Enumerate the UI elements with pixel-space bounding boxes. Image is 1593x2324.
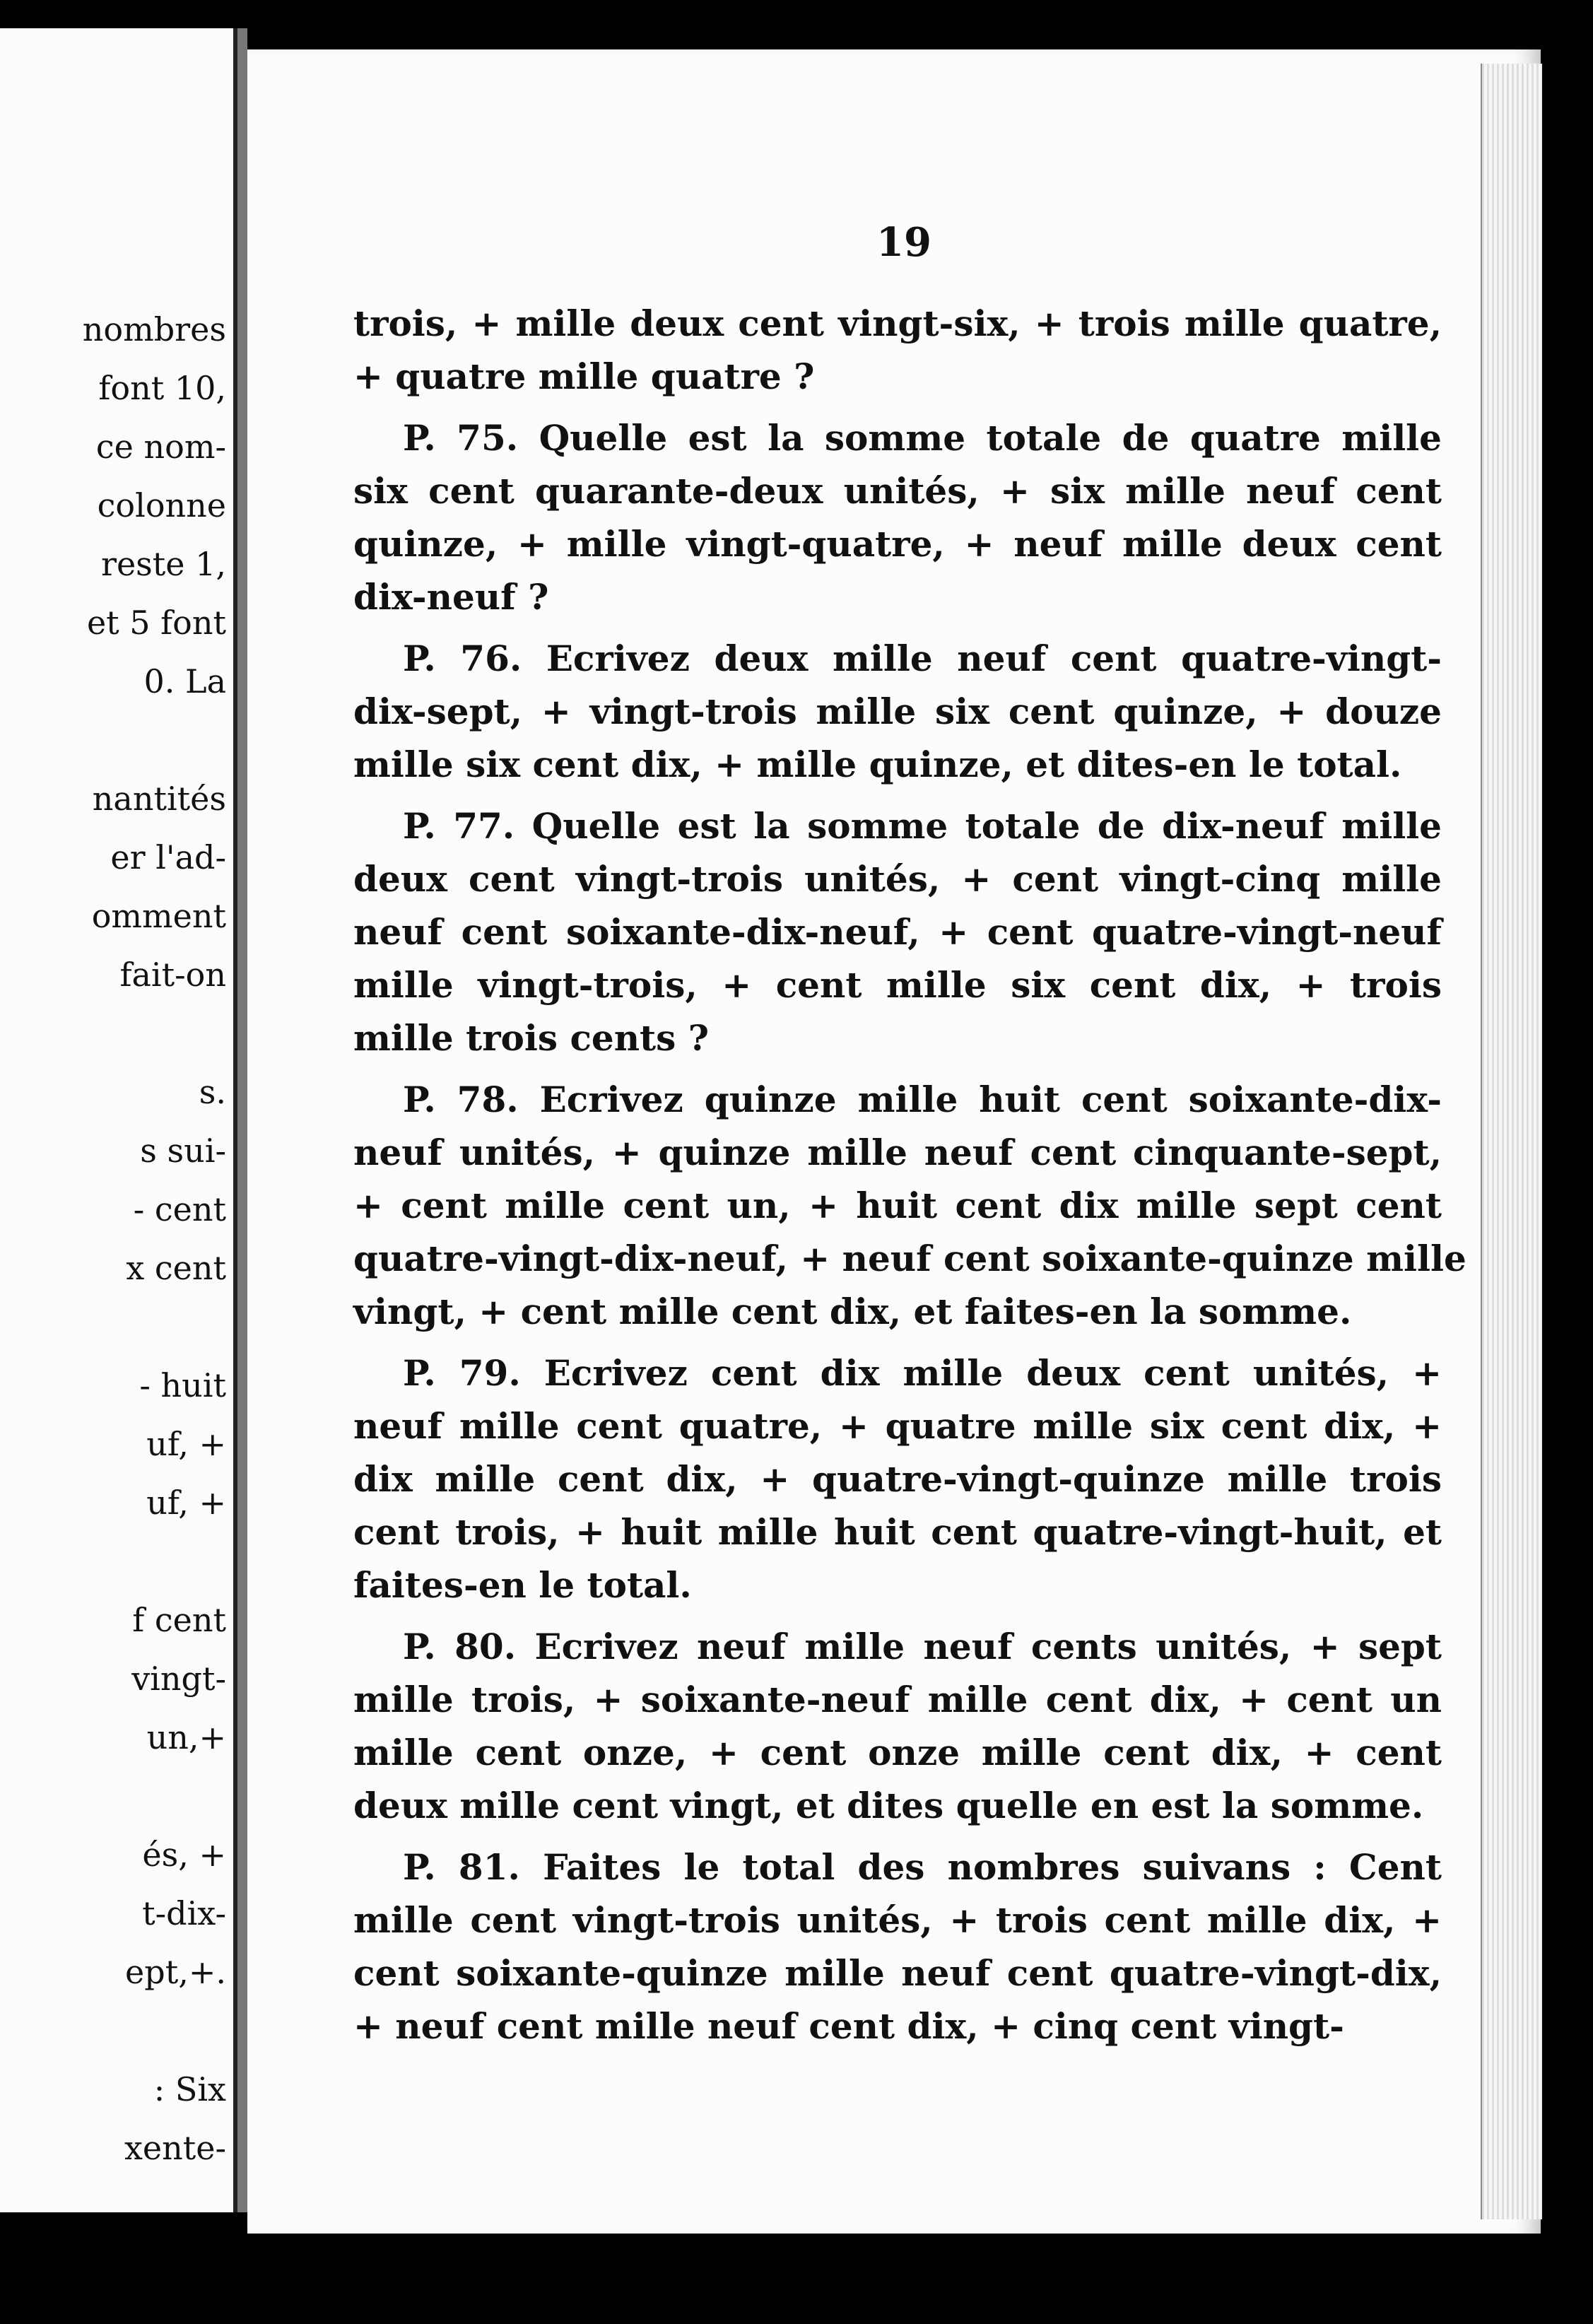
left-page-line: vingt- bbox=[131, 1660, 226, 1698]
text-line: P. 75. Quelle est la somme totale de quatre mille bbox=[403, 417, 1442, 459]
text-line: cent soixante-quinze mille neuf cent quatre-vingt-dix, bbox=[353, 1952, 1442, 1994]
book-gutter bbox=[237, 28, 247, 2212]
left-page-line: reste 1, bbox=[100, 545, 226, 583]
left-page-line: - huit bbox=[139, 1366, 226, 1404]
text-line: vingt, + cent mille cent dix, et faites-en la somme. bbox=[353, 1291, 1352, 1332]
text-line: deux mille cent vingt, et dites quelle en est la somme. bbox=[353, 1785, 1424, 1826]
text-line: quatre-vingt-dix-neuf, + neuf cent soixante-quinze mille bbox=[353, 1238, 1466, 1279]
text-line: faites-en le total. bbox=[353, 1564, 692, 1606]
text-line: mille vingt-trois, + cent mille six cent dix, + trois bbox=[353, 964, 1442, 1006]
text-line: cent trois, + huit mille huit cent quatre-vingt-huit, et bbox=[353, 1511, 1442, 1553]
paragraph bbox=[353, 632, 1442, 791]
left-page-line: et 5 font bbox=[86, 604, 226, 642]
left-page-line: uf, + bbox=[146, 1484, 226, 1522]
text-line: + quatre mille quatre ? bbox=[353, 356, 815, 397]
paragraph bbox=[353, 799, 1442, 1064]
text-line: neuf mille cent quatre, + quatre mille six cent dix, + bbox=[353, 1405, 1442, 1447]
left-page-line: x cent bbox=[126, 1249, 226, 1287]
left-page-line: colonne bbox=[97, 486, 226, 524]
left-page-line: s sui- bbox=[140, 1132, 226, 1170]
text-line: quinze, + mille vingt-quatre, + neuf mille deux cent bbox=[353, 523, 1442, 565]
page-edges bbox=[1481, 64, 1542, 2219]
left-page-line: f cent bbox=[132, 1601, 226, 1639]
text-line: + neuf cent mille neuf cent dix, + cinq cent vingt- bbox=[353, 2005, 1344, 2047]
text-line: mille cent onze, + cent onze mille cent dix, + cent bbox=[353, 1732, 1442, 1773]
paragraph bbox=[353, 1620, 1442, 1832]
body-text bbox=[353, 297, 1466, 2061]
text-line: trois, + mille deux cent vingt-six, + trois mille quatre, bbox=[353, 303, 1442, 344]
left-page-line: un,+ bbox=[146, 1718, 226, 1756]
left-page-line: font 10, bbox=[98, 369, 226, 407]
left-page-line: és, + bbox=[142, 1836, 226, 1874]
paragraph bbox=[353, 1346, 1442, 1612]
left-page-line: 0. La bbox=[143, 662, 226, 700]
left-page bbox=[0, 28, 237, 2212]
text-line: mille six cent dix, + mille quinze, et dites-en le total. bbox=[353, 744, 1402, 785]
paragraph bbox=[353, 411, 1442, 623]
text-line: dix mille cent dix, + quatre-vingt-quinze mille trois bbox=[353, 1458, 1442, 1500]
left-page-line: omment bbox=[91, 897, 226, 935]
text-line: dix-neuf ? bbox=[353, 576, 549, 618]
text-line: + cent mille cent un, + huit cent dix mille sept cent bbox=[353, 1185, 1442, 1226]
text-line: deux cent vingt-trois unités, + cent vingt-cinq mille bbox=[353, 858, 1442, 900]
left-page-line: er l'ad- bbox=[110, 838, 226, 876]
paragraph bbox=[353, 297, 1442, 403]
left-page-line: s. bbox=[199, 1073, 226, 1111]
page-number: 19 bbox=[876, 219, 931, 266]
left-page-line: xente- bbox=[124, 2129, 226, 2167]
text-line: neuf cent soixante-dix-neuf, + cent quatre-vingt-neuf bbox=[353, 911, 1442, 953]
left-page-line: nombres bbox=[82, 310, 226, 348]
left-page-line: nantités bbox=[92, 780, 226, 818]
left-page-line: - cent bbox=[133, 1190, 226, 1228]
text-line: P. 79. Ecrivez cent dix mille deux cent unités, + bbox=[403, 1352, 1442, 1394]
left-page-line: ept,+. bbox=[125, 1953, 226, 1991]
text-line: mille trois cents ? bbox=[353, 1017, 710, 1059]
left-page-line: t-dix- bbox=[142, 1894, 226, 1932]
text-line: mille trois, + soixante-neuf mille cent dix, + cent un bbox=[353, 1679, 1442, 1720]
text-line: P. 78. Ecrivez quinze mille huit cent soixante-dix- bbox=[403, 1079, 1442, 1120]
text-line: mille cent vingt-trois unités, + trois cent mille dix, + bbox=[353, 1899, 1442, 1941]
text-line: P. 81. Faites le total des nombres suivans : Cent bbox=[403, 1846, 1442, 1888]
text-line: P. 76. Ecrivez deux mille neuf cent quatre-vingt- bbox=[403, 638, 1442, 679]
text-line: six cent quarante-deux unités, + six mille neuf cent bbox=[353, 470, 1442, 512]
text-line: neuf unités, + quinze mille neuf cent cinquante-sept, bbox=[353, 1132, 1442, 1173]
left-page-line: uf, + bbox=[146, 1425, 226, 1463]
left-page-line: fait-on bbox=[119, 956, 226, 994]
left-page-line: ce nom- bbox=[95, 428, 226, 466]
left-page-line: : Six bbox=[153, 2070, 226, 2108]
text-line: P. 77. Quelle est la somme totale de dix-neuf mille bbox=[403, 805, 1442, 847]
paragraph bbox=[353, 1841, 1442, 2053]
paragraph bbox=[353, 1073, 1466, 1338]
text-line: dix-sept, + vingt-trois mille six cent quinze, + douze bbox=[353, 691, 1442, 732]
text-line: P. 80. Ecrivez neuf mille neuf cents unités, + sept bbox=[403, 1626, 1442, 1667]
